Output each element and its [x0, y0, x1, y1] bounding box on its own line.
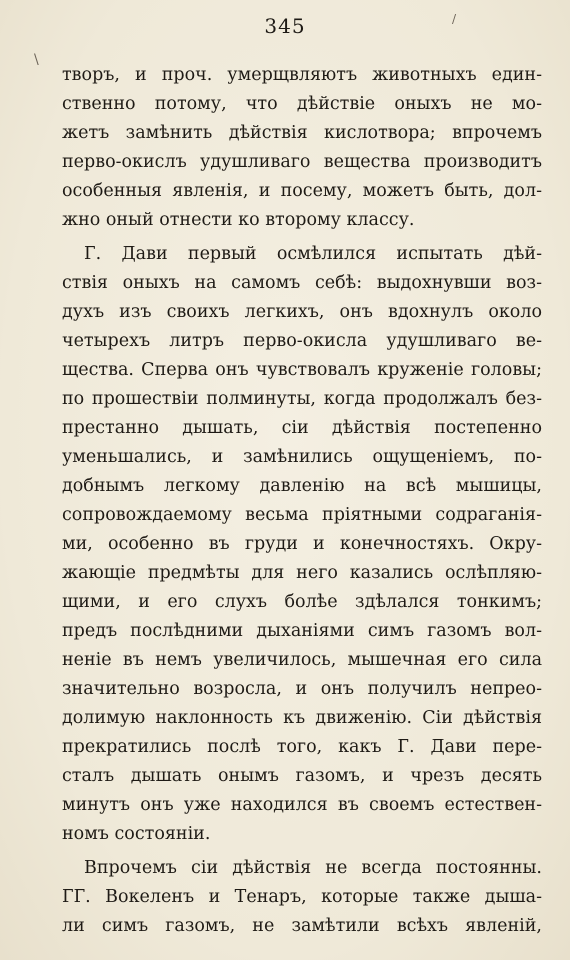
- text-line: минутъ онъ уже находился въ своемъ естествен-: [62, 795, 542, 815]
- text-line: предъ послѣдними дыханіями симъ газомъ вол-: [62, 621, 542, 641]
- text-line: творъ, и проч. умерщвляютъ животныхъ един-: [62, 65, 542, 85]
- text-line: ГГ. Вокеленъ и Тенаръ, которые также дыша-: [62, 887, 542, 907]
- text-line: долимую наклонность къ движенію. Сіи дѣйствія: [62, 708, 542, 728]
- text-line: ми, особенно въ груди и конечностяхъ. Окру-: [62, 534, 542, 554]
- text-line: добнымъ легкому давленію на всѣ мышицы,: [62, 476, 542, 496]
- text-line: Впрочемъ сіи дѣйствія не всегда постоянны.: [84, 858, 542, 878]
- text-line: номъ состояніи.: [62, 824, 211, 844]
- text-line: четырехъ литръ перво-окисла удушливаго ве-: [62, 331, 542, 351]
- text-line: престанно дышать, сіи дѣйствія постепенно: [62, 418, 542, 438]
- text-line: Г. Дави первый осмѣлился испытать дѣй-: [84, 244, 542, 264]
- text-line: по прошествіи полминуты, когда продолжалъ без-: [62, 389, 542, 409]
- text-line: ственно потому, что дѣйствіе оныхъ не мо-: [62, 94, 542, 114]
- text-line: жно оный отнести ко второму классу.: [62, 210, 415, 230]
- text-line: сталъ дышать онымъ газомъ, и чрезъ десять: [62, 766, 542, 786]
- text-line: ли симъ газомъ, не замѣтили всѣхъ явленій,: [62, 916, 542, 936]
- text-line: перво-окислъ удушливаго вещества производитъ: [62, 152, 542, 172]
- text-line: сопровождаемому весьма пріятными содраганія-: [62, 505, 542, 525]
- text-line: особенныя явленія, и посему, можетъ быть, дол-: [62, 181, 542, 201]
- text-line: ствія оныхъ на самомъ себѣ: выдохнувши воз-: [62, 273, 542, 293]
- text-line: жающіе предмѣты для него казались ослѣпляю-: [62, 563, 542, 583]
- margin-tick-mark: /: [452, 12, 457, 26]
- text-line: уменьшались, и замѣнились ощущеніемъ, по-: [62, 447, 542, 467]
- text-line: значительно возросла, и онъ получилъ непрео-: [62, 679, 542, 699]
- text-line: прекратились послѣ того, какъ Г. Дави пере-: [62, 737, 542, 757]
- text-line: духъ изъ своихъ легкихъ, онъ вдохнулъ около: [62, 302, 542, 322]
- text-line: жетъ замѣнить дѣйствія кислотвора; впрочемъ: [62, 123, 542, 143]
- margin-tick-mark: \: [34, 52, 39, 68]
- text-line: неніе въ немъ увеличилось, мышечная его сила: [62, 650, 542, 670]
- text-line: щества. Сперва онъ чувствовалъ круженіе головы;: [62, 360, 542, 380]
- page-number: 345: [264, 14, 306, 38]
- text-line: щими, и его слухъ болѣе здѣлался тонкимъ;: [62, 592, 542, 612]
